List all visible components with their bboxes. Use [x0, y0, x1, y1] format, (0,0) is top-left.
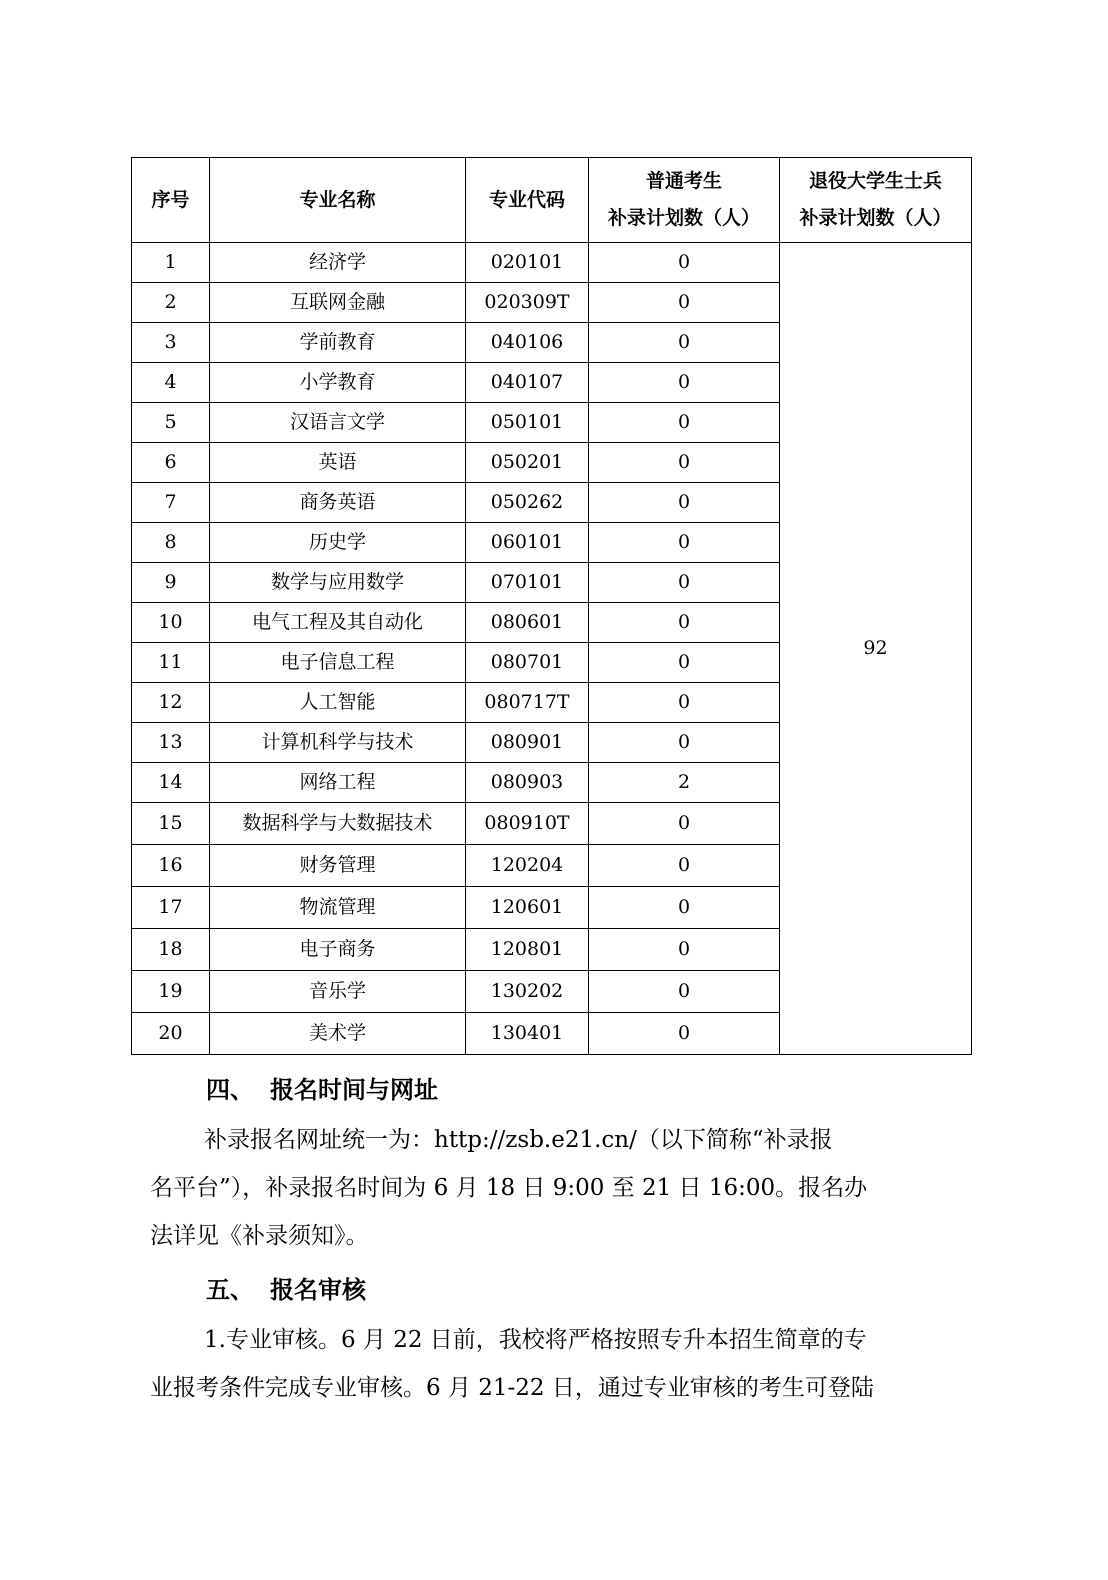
cell-regular-plan: 0	[589, 323, 780, 363]
cell-no: 4	[132, 363, 210, 403]
cell-major-code: 080717T	[466, 683, 589, 723]
cell-major-name: 小学教育	[210, 363, 466, 403]
cell-major-code: 130202	[466, 971, 589, 1013]
section-4-number: 四、	[206, 1076, 254, 1104]
cell-regular-plan: 0	[589, 403, 780, 443]
cell-major-name: 汉语言文学	[210, 403, 466, 443]
cell-major-code: 080901	[466, 723, 589, 763]
cell-major-name: 计算机科学与技术	[210, 723, 466, 763]
header-veteran-line1: 退役大学生士兵	[808, 170, 942, 192]
section-5-line-2: 业报考条件完成专业审核。6 月 21-22 日，通过专业审核的考生可登陆	[150, 1375, 874, 1401]
cell-no: 1	[132, 243, 210, 283]
cell-regular-plan: 2	[589, 763, 780, 803]
table-row	[132, 243, 972, 283]
header-no: 序号	[132, 158, 210, 243]
cell-major-name: 人工智能	[210, 683, 466, 723]
cell-no: 7	[132, 483, 210, 523]
header-regular-line2: 补录计划数（人）	[607, 207, 760, 229]
cell-no: 2	[132, 283, 210, 323]
cell-no: 12	[132, 683, 210, 723]
cell-major-code: 020309T	[466, 283, 589, 323]
cell-major-name: 数据科学与大数据技术	[210, 803, 466, 845]
cell-no: 8	[132, 523, 210, 563]
cell-regular-plan: 0	[589, 845, 780, 887]
section-4-heading	[206, 1074, 438, 1106]
header-major-code: 专业代码	[466, 158, 589, 243]
cell-no: 18	[132, 929, 210, 971]
section-4-line-3: 法详见《补录须知》。	[150, 1223, 369, 1249]
cell-major-name: 物流管理	[210, 887, 466, 929]
cell-major-name: 音乐学	[210, 971, 466, 1013]
cell-major-name: 历史学	[210, 523, 466, 563]
cell-major-code: 050201	[466, 443, 589, 483]
cell-major-code: 080910T	[466, 803, 589, 845]
cell-major-code: 050101	[466, 403, 589, 443]
cell-regular-plan: 0	[589, 483, 780, 523]
cell-major-name: 互联网金融	[210, 283, 466, 323]
cell-regular-plan: 0	[589, 803, 780, 845]
cell-major-code: 130401	[466, 1013, 589, 1055]
cell-major-name: 财务管理	[210, 845, 466, 887]
cell-major-name: 电子信息工程	[210, 643, 466, 683]
cell-no: 11	[132, 643, 210, 683]
table-body	[132, 243, 972, 1055]
section-4-line-1: 补录报名网址统一为：http://zsb.e21.cn/（以下简称“补录报	[204, 1127, 833, 1153]
cell-veteran-plan-total: 92	[780, 243, 972, 1055]
cell-major-name: 商务英语	[210, 483, 466, 523]
cell-no: 19	[132, 971, 210, 1013]
section-4-title: 报名时间与网址	[270, 1076, 438, 1104]
cell-major-name: 学前教育	[210, 323, 466, 363]
header-veteran-plan	[780, 158, 972, 243]
cell-no: 16	[132, 845, 210, 887]
cell-regular-plan: 0	[589, 563, 780, 603]
cell-major-name: 电气工程及其自动化	[210, 603, 466, 643]
header-veteran-line2: 补录计划数（人）	[799, 207, 952, 229]
section-5-heading	[206, 1274, 366, 1306]
cell-regular-plan: 0	[589, 929, 780, 971]
header-regular-line1: 普通考生	[645, 170, 722, 192]
section-4-line-2: 名平台”），补录报名时间为 6 月 18 日 9:00 至 21 日 16:00。报名办	[150, 1175, 868, 1201]
cell-major-code: 050262	[466, 483, 589, 523]
cell-major-code: 040107	[466, 363, 589, 403]
cell-major-code: 020101	[466, 243, 589, 283]
table-header-row	[132, 158, 972, 243]
cell-major-name: 英语	[210, 443, 466, 483]
section-4-paragraph	[150, 1116, 950, 1260]
cell-no: 3	[132, 323, 210, 363]
section-5-number: 五、	[206, 1276, 254, 1304]
cell-major-name: 美术学	[210, 1013, 466, 1055]
cell-major-name: 经济学	[210, 243, 466, 283]
cell-major-code: 120601	[466, 887, 589, 929]
enrollment-plan-table	[131, 157, 972, 1055]
cell-no: 10	[132, 603, 210, 643]
cell-major-code: 080601	[466, 603, 589, 643]
cell-major-code: 060101	[466, 523, 589, 563]
cell-regular-plan: 0	[589, 683, 780, 723]
cell-no: 20	[132, 1013, 210, 1055]
section-5-line-1: 1.专业审核。6 月 22 日前，我校将严格按照专升本招生简章的专	[204, 1327, 867, 1353]
cell-major-code: 070101	[466, 563, 589, 603]
cell-major-name: 电子商务	[210, 929, 466, 971]
section-5-paragraph	[150, 1316, 950, 1412]
cell-no: 5	[132, 403, 210, 443]
cell-regular-plan: 0	[589, 603, 780, 643]
cell-regular-plan: 0	[589, 443, 780, 483]
cell-regular-plan: 0	[589, 283, 780, 323]
cell-major-name: 网络工程	[210, 763, 466, 803]
cell-regular-plan: 0	[589, 243, 780, 283]
cell-no: 14	[132, 763, 210, 803]
header-regular-plan	[589, 158, 780, 243]
section-5-title: 报名审核	[270, 1276, 366, 1304]
header-major-name: 专业名称	[210, 158, 466, 243]
cell-no: 6	[132, 443, 210, 483]
cell-major-code: 120801	[466, 929, 589, 971]
cell-regular-plan: 0	[589, 523, 780, 563]
cell-major-code: 080701	[466, 643, 589, 683]
cell-regular-plan: 0	[589, 971, 780, 1013]
cell-major-code: 040106	[466, 323, 589, 363]
cell-no: 17	[132, 887, 210, 929]
cell-no: 15	[132, 803, 210, 845]
cell-major-name: 数学与应用数学	[210, 563, 466, 603]
cell-regular-plan: 0	[589, 363, 780, 403]
cell-major-code: 120204	[466, 845, 589, 887]
cell-no: 13	[132, 723, 210, 763]
cell-regular-plan: 0	[589, 1013, 780, 1055]
cell-major-code: 080903	[466, 763, 589, 803]
cell-regular-plan: 0	[589, 887, 780, 929]
cell-no: 9	[132, 563, 210, 603]
cell-regular-plan: 0	[589, 723, 780, 763]
cell-regular-plan: 0	[589, 643, 780, 683]
